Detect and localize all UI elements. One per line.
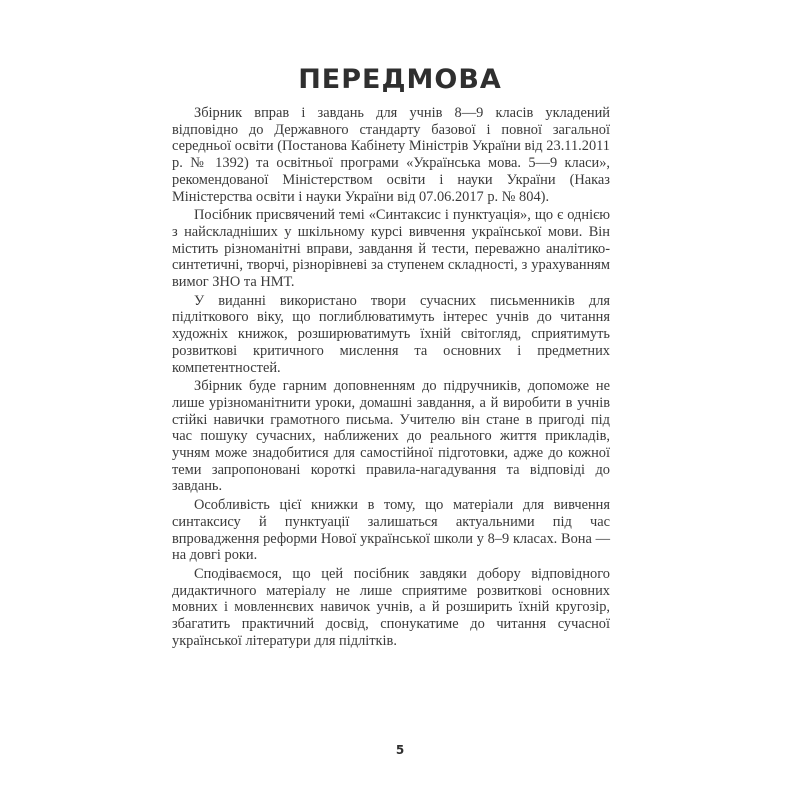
paragraph-1: Збірник вправ і завдань для учнів 8—9 класів укладений відповідно до Державного стандарту базової і повної загальної середньої освіти (Постанова Кабінету Міністрів України від 23.11.2011 р. № 1392) та освітньої програми «Українська мова. 5—9 класи», рекомендованої Міністерством освіти і науки України (Наказ Міністерства освіти і науки України від 07.06.2017 р. № 804). (172, 105, 610, 205)
preface-text (172, 105, 610, 652)
paragraph-4: Збірник буде гарним доповненням до підручників, допоможе не лише урізноманітнити уроки, домашні завдання, а й виробити в учнів стійкі навички грамотного письма. Учителю він стане в пригоді під час пошуку сучасних, наближених до реального життя прикладів, учням може знадобитися для самостійної підготовки, адже до кожної теми запропоновані короткі правила-нагадування та відповіді до завдань. (172, 378, 610, 495)
paragraph-6: Сподіваємося, що цей посібник завдяки добору відповідного дидактичного матеріалу не лише сприятиме розвиткові основних мовних і мовленнєвих навичок учнів, а й розширить їхній кругозір, збагатить практичний досвід, спонукатиме до читання сучасної української літератури для підлітків. (172, 565, 610, 649)
paragraph-5: Особливість цієї книжки в тому, що матеріали для вивчення синтаксису й пунктуації залишаться актуальними під час впровадження реформи Нової української школи у 8–9 класах. Вона — на довгі роки. (172, 497, 610, 564)
page-number: 5 (395, 743, 405, 757)
paragraph-3: У виданні використано твори сучасних письменників для підліткового віку, що поглиблюватимуть інтерес учнів до читання художніх книжок, розширюватимуть їхній світогляд, сприятимуть розвиткові критичного мислення та основних і предметних компетентностей. (172, 292, 610, 376)
paragraph-2: Посібник присвячений темі «Синтаксис і пунктуація», що є однією з найскладніших у шкільному курсі вивчення української мови. Він містить різноманітні вправи, завдання й тести, переважно аналітико-синтетичні, творчі, різнорівневі за ступенем складності, з урахуванням вимог ЗНО та НМТ. (172, 207, 610, 291)
page-title: ПЕРЕДМОВА (298, 64, 502, 95)
